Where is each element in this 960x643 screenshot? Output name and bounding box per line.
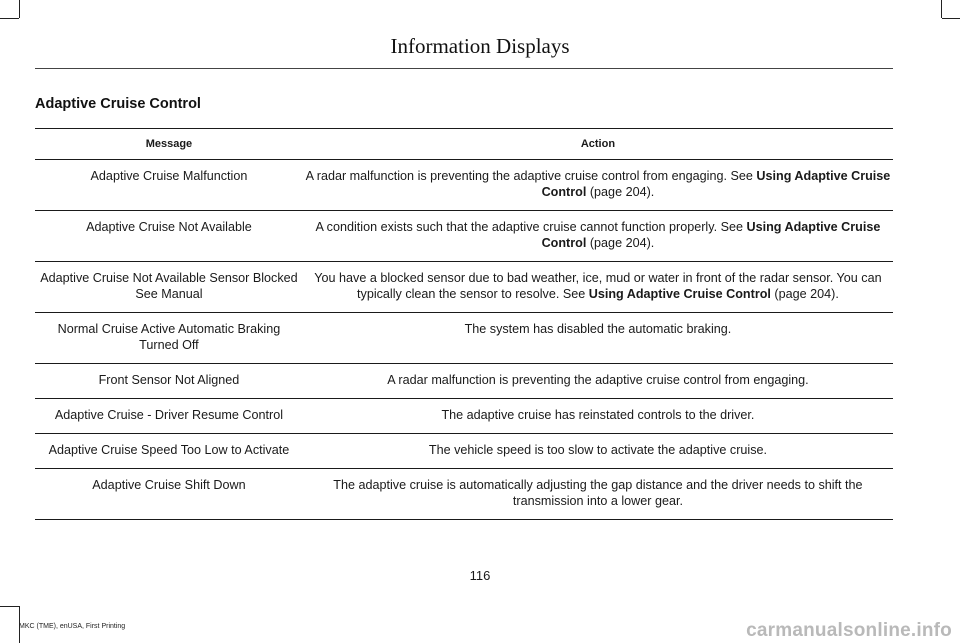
watermark-logo: carmanualsonline.info [746,620,952,641]
crop-mark-top-left-horizontal [0,18,19,19]
action-cell [303,211,893,262]
page-reference-link: Using Adaptive Cruise Control [588,287,771,301]
message-cell: Normal Cruise Active Automatic Braking Turned Off [35,313,303,364]
message-cell: Adaptive Cruise Malfunction [35,160,303,211]
message-cell: Adaptive Cruise Shift Down [35,469,303,520]
crop-mark-top-right-horizontal [942,18,960,19]
crop-mark-bottom-left-horizontal [0,606,19,607]
table-header-row [35,129,893,160]
table-row [35,211,893,262]
header-divider [35,68,893,69]
message-cell: Adaptive Cruise Not Available Sensor Blocked See Manual [35,262,303,313]
crop-mark-top-left-vertical [19,0,20,18]
table-row [35,434,893,469]
page-reference-suffix: (page 204). [586,236,655,250]
page-reference-suffix: (page 204). [770,287,839,301]
action-cell: The system has disabled the automatic braking. [303,313,893,364]
action-cell: The adaptive cruise is automatically adjusting the gap distance and the driver needs to shift the transmission into a lower gear. [303,469,893,520]
page-reference-link: Using Adaptive Cruise Control [541,220,881,250]
messages-table [35,128,893,520]
action-text: A condition exists such that the adaptive cruise cannot function properly. See [315,220,747,234]
action-cell [303,262,893,313]
table-row [35,262,893,313]
action-text: A radar malfunction is preventing the adaptive cruise control from engaging. See [305,169,757,183]
column-header-message: Message [35,129,303,160]
table-row [35,160,893,211]
message-cell: Adaptive Cruise Speed Too Low to Activate [35,434,303,469]
page-reference-suffix: (page 204). [586,185,655,199]
column-header-action: Action [303,129,893,160]
page-header-title: Information Displays [390,34,570,58]
message-cell: Front Sensor Not Aligned [35,364,303,399]
action-cell [303,160,893,211]
table-row [35,399,893,434]
footer-print-info: MKC (TME), enUSA, First Printing [19,623,126,630]
message-cell: Adaptive Cruise Not Available [35,211,303,262]
message-cell: Adaptive Cruise - Driver Resume Control [35,399,303,434]
table-row [35,364,893,399]
section-heading: Adaptive Cruise Control [35,96,201,112]
action-cell: The vehicle speed is too slow to activate the adaptive cruise. [303,434,893,469]
action-text: You have a blocked sensor due to bad weather, ice, mud or water in front of the radar sensor. You can typically clean the sensor to resolve. See [314,271,882,301]
action-cell: A radar malfunction is preventing the adaptive cruise control from engaging. [303,364,893,399]
page-number: 116 [469,568,491,583]
crop-mark-top-right-vertical [941,0,942,18]
table-row [35,313,893,364]
table-row [35,469,893,520]
action-cell: The adaptive cruise has reinstated controls to the driver. [303,399,893,434]
page-reference-link: Using Adaptive Cruise Control [541,169,891,199]
